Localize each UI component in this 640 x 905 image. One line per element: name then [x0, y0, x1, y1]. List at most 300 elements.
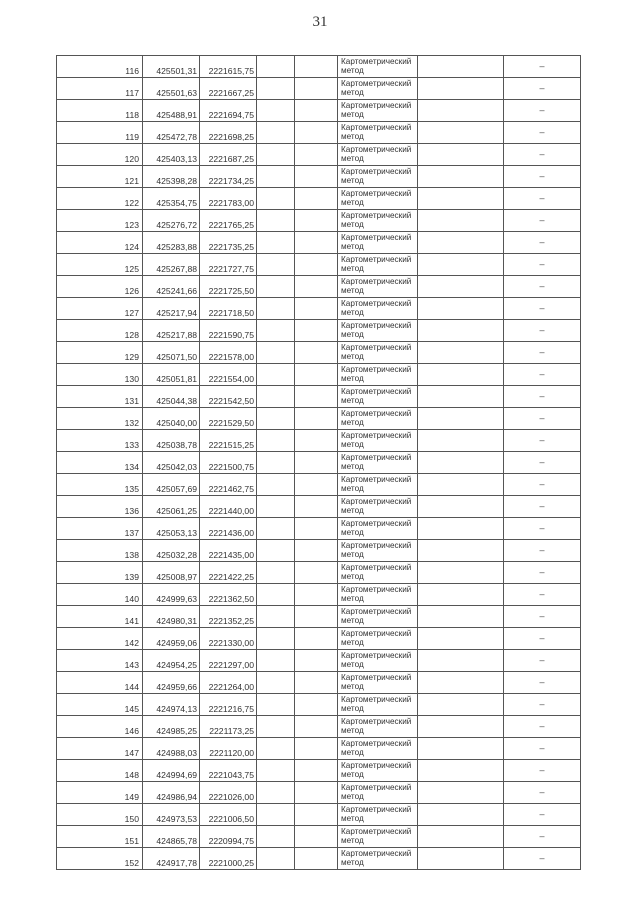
method-cell: Картометрический метод	[338, 826, 418, 848]
empty-cell	[418, 584, 504, 606]
dash-cell: –	[504, 166, 581, 188]
empty-cell	[418, 210, 504, 232]
point-number-cell: 152	[57, 848, 143, 870]
empty-cell	[418, 782, 504, 804]
empty-cell	[295, 606, 338, 628]
table-row	[57, 496, 581, 518]
empty-cell	[418, 166, 504, 188]
empty-cell	[295, 518, 338, 540]
x-coordinate-cell: 425283,88	[143, 232, 200, 254]
empty-cell	[257, 298, 295, 320]
table-row	[57, 474, 581, 496]
y-coordinate-cell: 2221529,50	[200, 408, 257, 430]
table-row	[57, 848, 581, 870]
point-number-cell: 147	[57, 738, 143, 760]
empty-cell	[295, 804, 338, 826]
method-cell: Картометрический метод	[338, 782, 418, 804]
empty-cell	[418, 540, 504, 562]
dash-cell: –	[504, 386, 581, 408]
dash-cell: –	[504, 562, 581, 584]
point-number-cell: 134	[57, 452, 143, 474]
empty-cell	[295, 562, 338, 584]
empty-cell	[418, 276, 504, 298]
empty-cell	[295, 122, 338, 144]
empty-cell	[257, 364, 295, 386]
table-row	[57, 122, 581, 144]
method-cell: Картометрический метод	[338, 672, 418, 694]
empty-cell	[418, 144, 504, 166]
point-number-cell: 138	[57, 540, 143, 562]
empty-cell	[257, 386, 295, 408]
empty-cell	[295, 452, 338, 474]
point-number-cell: 151	[57, 826, 143, 848]
point-number-cell: 136	[57, 496, 143, 518]
empty-cell	[257, 672, 295, 694]
method-cell: Картометрический метод	[338, 650, 418, 672]
x-coordinate-cell: 425472,78	[143, 122, 200, 144]
dash-cell: –	[504, 650, 581, 672]
table-row	[57, 716, 581, 738]
table-row	[57, 342, 581, 364]
y-coordinate-cell: 2221515,25	[200, 430, 257, 452]
table-row	[57, 188, 581, 210]
point-number-cell: 117	[57, 78, 143, 100]
empty-cell	[418, 760, 504, 782]
empty-cell	[257, 562, 295, 584]
empty-cell	[257, 760, 295, 782]
empty-cell	[295, 408, 338, 430]
empty-cell	[418, 606, 504, 628]
empty-cell	[295, 166, 338, 188]
empty-cell	[257, 188, 295, 210]
point-number-cell: 118	[57, 100, 143, 122]
empty-cell	[295, 100, 338, 122]
point-number-cell: 122	[57, 188, 143, 210]
y-coordinate-cell: 2221735,25	[200, 232, 257, 254]
table-row	[57, 210, 581, 232]
dash-cell: –	[504, 804, 581, 826]
point-number-cell: 125	[57, 254, 143, 276]
empty-cell	[418, 826, 504, 848]
x-coordinate-cell: 425267,88	[143, 254, 200, 276]
table-row	[57, 298, 581, 320]
y-coordinate-cell: 2221173,25	[200, 716, 257, 738]
empty-cell	[257, 320, 295, 342]
point-number-cell: 131	[57, 386, 143, 408]
method-cell: Картометрический метод	[338, 474, 418, 496]
empty-cell	[257, 606, 295, 628]
x-coordinate-cell: 425051,81	[143, 364, 200, 386]
method-cell: Картометрический метод	[338, 298, 418, 320]
empty-cell	[295, 672, 338, 694]
table-row	[57, 804, 581, 826]
y-coordinate-cell: 2221000,25	[200, 848, 257, 870]
x-coordinate-cell: 425038,78	[143, 430, 200, 452]
x-coordinate-cell: 424917,78	[143, 848, 200, 870]
method-cell: Картометрический метод	[338, 144, 418, 166]
empty-cell	[418, 738, 504, 760]
table-row	[57, 606, 581, 628]
x-coordinate-cell: 425008,97	[143, 562, 200, 584]
empty-cell	[418, 188, 504, 210]
y-coordinate-cell: 2221330,00	[200, 628, 257, 650]
x-coordinate-cell: 425501,63	[143, 78, 200, 100]
y-coordinate-cell: 2221725,50	[200, 276, 257, 298]
point-number-cell: 129	[57, 342, 143, 364]
dash-cell: –	[504, 496, 581, 518]
point-number-cell: 132	[57, 408, 143, 430]
empty-cell	[257, 474, 295, 496]
empty-cell	[257, 276, 295, 298]
method-cell: Картометрический метод	[338, 386, 418, 408]
empty-cell	[418, 716, 504, 738]
empty-cell	[418, 650, 504, 672]
dash-cell: –	[504, 210, 581, 232]
empty-cell	[418, 320, 504, 342]
dash-cell: –	[504, 342, 581, 364]
empty-cell	[257, 144, 295, 166]
x-coordinate-cell: 425241,66	[143, 276, 200, 298]
y-coordinate-cell: 2220994,75	[200, 826, 257, 848]
point-number-cell: 148	[57, 760, 143, 782]
empty-cell	[295, 584, 338, 606]
x-coordinate-cell: 424954,25	[143, 650, 200, 672]
y-coordinate-cell: 2221120,00	[200, 738, 257, 760]
x-coordinate-cell: 425354,75	[143, 188, 200, 210]
empty-cell	[257, 342, 295, 364]
dash-cell: –	[504, 408, 581, 430]
empty-cell	[295, 782, 338, 804]
y-coordinate-cell: 2221297,00	[200, 650, 257, 672]
y-coordinate-cell: 2221667,25	[200, 78, 257, 100]
method-cell: Картометрический метод	[338, 848, 418, 870]
method-cell: Картометрический метод	[338, 254, 418, 276]
y-coordinate-cell: 2221698,25	[200, 122, 257, 144]
table-row	[57, 254, 581, 276]
empty-cell	[257, 122, 295, 144]
empty-cell	[418, 56, 504, 78]
empty-cell	[257, 628, 295, 650]
empty-cell	[295, 320, 338, 342]
y-coordinate-cell: 2221694,75	[200, 100, 257, 122]
method-cell: Картометрический метод	[338, 452, 418, 474]
x-coordinate-cell: 425488,91	[143, 100, 200, 122]
point-number-cell: 128	[57, 320, 143, 342]
x-coordinate-cell: 424986,94	[143, 782, 200, 804]
dash-cell: –	[504, 232, 581, 254]
point-number-cell: 119	[57, 122, 143, 144]
point-number-cell: 135	[57, 474, 143, 496]
y-coordinate-cell: 2221026,00	[200, 782, 257, 804]
method-cell: Картометрический метод	[338, 760, 418, 782]
point-number-cell: 142	[57, 628, 143, 650]
table-row	[57, 760, 581, 782]
y-coordinate-cell: 2221352,25	[200, 606, 257, 628]
method-cell: Картометрический метод	[338, 716, 418, 738]
table-row	[57, 408, 581, 430]
empty-cell	[295, 342, 338, 364]
x-coordinate-cell: 425044,38	[143, 386, 200, 408]
method-cell: Картометрический метод	[338, 430, 418, 452]
dash-cell: –	[504, 826, 581, 848]
point-number-cell: 139	[57, 562, 143, 584]
empty-cell	[418, 672, 504, 694]
empty-cell	[295, 716, 338, 738]
table-row	[57, 276, 581, 298]
empty-cell	[295, 144, 338, 166]
dash-cell: –	[504, 540, 581, 562]
page-number: 31	[312, 14, 328, 30]
empty-cell	[295, 430, 338, 452]
y-coordinate-cell: 2221727,75	[200, 254, 257, 276]
point-number-cell: 146	[57, 716, 143, 738]
dash-cell: –	[504, 518, 581, 540]
table-row	[57, 518, 581, 540]
empty-cell	[418, 298, 504, 320]
table-row	[57, 694, 581, 716]
y-coordinate-cell: 2221043,75	[200, 760, 257, 782]
x-coordinate-cell: 424974,13	[143, 694, 200, 716]
y-coordinate-cell: 2221718,50	[200, 298, 257, 320]
empty-cell	[418, 474, 504, 496]
empty-cell	[257, 716, 295, 738]
empty-cell	[295, 276, 338, 298]
empty-cell	[418, 496, 504, 518]
table-row	[57, 320, 581, 342]
empty-cell	[295, 760, 338, 782]
method-cell: Картометрический метод	[338, 56, 418, 78]
empty-cell	[295, 474, 338, 496]
y-coordinate-cell: 2221542,50	[200, 386, 257, 408]
dash-cell: –	[504, 716, 581, 738]
method-cell: Картометрический метод	[338, 496, 418, 518]
y-coordinate-cell: 2221462,75	[200, 474, 257, 496]
y-coordinate-cell: 2221435,00	[200, 540, 257, 562]
empty-cell	[257, 78, 295, 100]
y-coordinate-cell: 2221783,00	[200, 188, 257, 210]
table-row	[57, 562, 581, 584]
method-cell: Картометрический метод	[338, 364, 418, 386]
empty-cell	[257, 496, 295, 518]
point-number-cell: 149	[57, 782, 143, 804]
table-row	[57, 540, 581, 562]
y-coordinate-cell: 2221615,75	[200, 56, 257, 78]
empty-cell	[295, 56, 338, 78]
x-coordinate-cell: 424980,31	[143, 606, 200, 628]
dash-cell: –	[504, 56, 581, 78]
empty-cell	[257, 540, 295, 562]
empty-cell	[295, 694, 338, 716]
table-row	[57, 628, 581, 650]
dash-cell: –	[504, 738, 581, 760]
dash-cell: –	[504, 606, 581, 628]
empty-cell	[257, 408, 295, 430]
table-row	[57, 452, 581, 474]
table-row	[57, 650, 581, 672]
empty-cell	[257, 210, 295, 232]
table-row	[57, 430, 581, 452]
point-number-cell: 126	[57, 276, 143, 298]
dash-cell: –	[504, 430, 581, 452]
empty-cell	[418, 254, 504, 276]
method-cell: Картометрический метод	[338, 342, 418, 364]
empty-cell	[257, 848, 295, 870]
method-cell: Картометрический метод	[338, 166, 418, 188]
y-coordinate-cell: 2221362,50	[200, 584, 257, 606]
empty-cell	[418, 562, 504, 584]
method-cell: Картометрический метод	[338, 562, 418, 584]
empty-cell	[418, 78, 504, 100]
point-number-cell: 123	[57, 210, 143, 232]
dash-cell: –	[504, 320, 581, 342]
table-row	[57, 738, 581, 760]
y-coordinate-cell: 2221422,25	[200, 562, 257, 584]
empty-cell	[295, 540, 338, 562]
point-number-cell: 130	[57, 364, 143, 386]
empty-cell	[418, 342, 504, 364]
empty-cell	[257, 56, 295, 78]
empty-cell	[418, 408, 504, 430]
method-cell: Картометрический метод	[338, 276, 418, 298]
x-coordinate-cell: 425032,28	[143, 540, 200, 562]
point-number-cell: 127	[57, 298, 143, 320]
x-coordinate-cell: 424999,63	[143, 584, 200, 606]
y-coordinate-cell: 2221687,25	[200, 144, 257, 166]
empty-cell	[418, 430, 504, 452]
x-coordinate-cell: 425501,31	[143, 56, 200, 78]
dash-cell: –	[504, 122, 581, 144]
point-number-cell: 145	[57, 694, 143, 716]
table-row	[57, 672, 581, 694]
empty-cell	[295, 496, 338, 518]
x-coordinate-cell: 425217,94	[143, 298, 200, 320]
y-coordinate-cell: 2221216,75	[200, 694, 257, 716]
table-row	[57, 100, 581, 122]
y-coordinate-cell: 2221578,00	[200, 342, 257, 364]
empty-cell	[295, 738, 338, 760]
x-coordinate-cell: 425042,03	[143, 452, 200, 474]
x-coordinate-cell: 425053,13	[143, 518, 200, 540]
point-number-cell: 120	[57, 144, 143, 166]
x-coordinate-cell: 424985,25	[143, 716, 200, 738]
x-coordinate-cell: 424959,66	[143, 672, 200, 694]
dash-cell: –	[504, 694, 581, 716]
point-number-cell: 133	[57, 430, 143, 452]
table-row	[57, 584, 581, 606]
dash-cell: –	[504, 144, 581, 166]
empty-cell	[418, 452, 504, 474]
y-coordinate-cell: 2221440,00	[200, 496, 257, 518]
empty-cell	[295, 78, 338, 100]
method-cell: Картометрический метод	[338, 628, 418, 650]
method-cell: Картометрический метод	[338, 738, 418, 760]
dash-cell: –	[504, 276, 581, 298]
point-number-cell: 124	[57, 232, 143, 254]
method-cell: Картометрический метод	[338, 408, 418, 430]
method-cell: Картометрический метод	[338, 584, 418, 606]
empty-cell	[295, 386, 338, 408]
x-coordinate-cell: 425071,50	[143, 342, 200, 364]
method-cell: Картометрический метод	[338, 540, 418, 562]
empty-cell	[257, 166, 295, 188]
empty-cell	[257, 430, 295, 452]
y-coordinate-cell: 2221264,00	[200, 672, 257, 694]
empty-cell	[295, 298, 338, 320]
dash-cell: –	[504, 782, 581, 804]
empty-cell	[418, 628, 504, 650]
empty-cell	[257, 650, 295, 672]
y-coordinate-cell: 2221554,00	[200, 364, 257, 386]
empty-cell	[257, 254, 295, 276]
method-cell: Картометрический метод	[338, 78, 418, 100]
dash-cell: –	[504, 298, 581, 320]
empty-cell	[418, 694, 504, 716]
empty-cell	[418, 804, 504, 826]
point-number-cell: 141	[57, 606, 143, 628]
empty-cell	[295, 650, 338, 672]
method-cell: Картометрический метод	[338, 320, 418, 342]
dash-cell: –	[504, 672, 581, 694]
point-number-cell: 150	[57, 804, 143, 826]
point-number-cell: 140	[57, 584, 143, 606]
y-coordinate-cell: 2221765,25	[200, 210, 257, 232]
empty-cell	[257, 584, 295, 606]
method-cell: Картометрический метод	[338, 518, 418, 540]
table-row	[57, 232, 581, 254]
method-cell: Картометрический метод	[338, 606, 418, 628]
dash-cell: –	[504, 628, 581, 650]
empty-cell	[295, 628, 338, 650]
empty-cell	[418, 848, 504, 870]
empty-cell	[257, 694, 295, 716]
x-coordinate-cell: 425057,69	[143, 474, 200, 496]
table-row	[57, 56, 581, 78]
x-coordinate-cell: 425403,13	[143, 144, 200, 166]
dash-cell: –	[504, 760, 581, 782]
empty-cell	[257, 826, 295, 848]
point-number-cell: 143	[57, 650, 143, 672]
dash-cell: –	[504, 364, 581, 386]
point-number-cell: 137	[57, 518, 143, 540]
y-coordinate-cell: 2221436,00	[200, 518, 257, 540]
empty-cell	[418, 386, 504, 408]
x-coordinate-cell: 425398,28	[143, 166, 200, 188]
dash-cell: –	[504, 452, 581, 474]
dash-cell: –	[504, 188, 581, 210]
empty-cell	[257, 738, 295, 760]
dash-cell: –	[504, 848, 581, 870]
method-cell: Картометрический метод	[338, 694, 418, 716]
x-coordinate-cell: 424988,03	[143, 738, 200, 760]
x-coordinate-cell: 424973,53	[143, 804, 200, 826]
empty-cell	[295, 210, 338, 232]
dash-cell: –	[504, 254, 581, 276]
empty-cell	[257, 452, 295, 474]
table-row	[57, 166, 581, 188]
x-coordinate-cell: 425217,88	[143, 320, 200, 342]
table-row	[57, 364, 581, 386]
method-cell: Картометрический метод	[338, 804, 418, 826]
table-row	[57, 826, 581, 848]
empty-cell	[418, 364, 504, 386]
empty-cell	[257, 232, 295, 254]
x-coordinate-cell: 425276,72	[143, 210, 200, 232]
method-cell: Картометрический метод	[338, 100, 418, 122]
table-row	[57, 782, 581, 804]
dash-cell: –	[504, 474, 581, 496]
empty-cell	[295, 848, 338, 870]
empty-cell	[257, 518, 295, 540]
